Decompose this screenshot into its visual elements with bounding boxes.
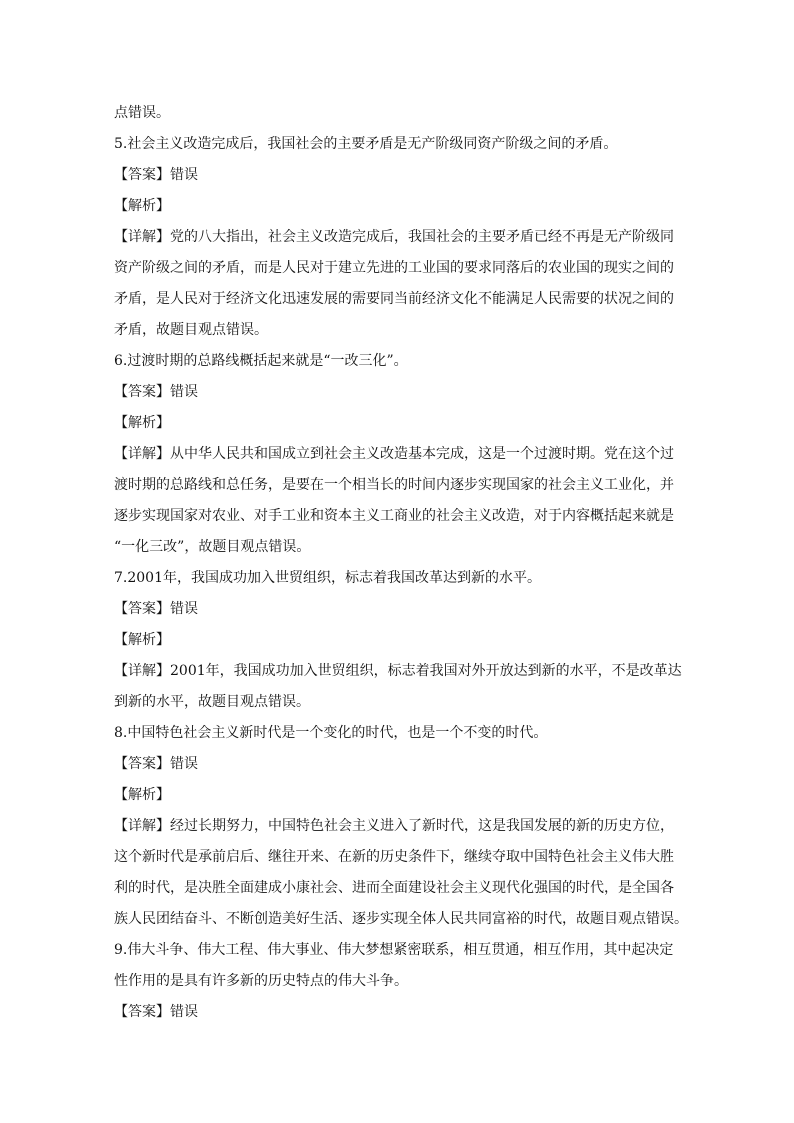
explanation-line: 到新的水平，故题目观点错误。 [114, 694, 310, 710]
analysis-label: 【解析】 [114, 787, 170, 803]
document-body [114, 101, 688, 1031]
question-6: 6.过渡时期的总路线概括起来就是“一改三化”。 [114, 353, 408, 369]
question-5: 5.社会主义改造完成后，我国社会的主要矛盾是无产阶级同资产阶级之间的矛盾。 [114, 136, 618, 152]
explanation-line: 【详解】从中华人民共和国成立到社会主义改造基本完成，这是一个过渡时期。党在这个过 [114, 446, 674, 462]
explanation-line: 渡时期的总路线和总任务，是要在一个相当长的时间内逐步实现国家的社会主义工业化，并 [114, 477, 674, 493]
answer-label: 【答案】错误 [114, 384, 198, 400]
text-line: 点错误。 [114, 105, 170, 121]
answer-label: 【答案】错误 [114, 756, 198, 772]
question-9-continued: 性作用的是具有许多新的历史特点的伟大斗争。 [114, 973, 408, 989]
explanation-line: 矛盾，是人民对于经济文化迅速发展的需要同当前经济文化不能满足人民需要的状况之间的 [114, 291, 674, 307]
analysis-label: 【解析】 [114, 198, 170, 214]
explanation-line: 【详解】党的八大指出，社会主义改造完成后，我国社会的主要矛盾已经不再是无产阶级同 [114, 229, 674, 245]
question-9: 9.伟大斗争、伟大工程、伟大事业、伟大梦想紧密联系，相互贯通，相互作用，其中起决定 [114, 942, 674, 958]
explanation-line: 这个新时代是承前启后、继往开来、在新的历史条件下，继续夺取中国特色社会主义伟大胜 [114, 849, 674, 865]
explanation-line: 逐步实现国家对农业、对手工业和资本主义工商业的社会主义改造，对于内容概括起来就是 [114, 508, 674, 524]
explanation-line: 矛盾，故题目观点错误。 [114, 322, 268, 338]
answer-label: 【答案】错误 [114, 601, 198, 617]
analysis-label: 【解析】 [114, 632, 170, 648]
answer-label: 【答案】错误 [114, 1004, 198, 1020]
question-8: 8.中国特色社会主义新时代是一个变化的时代，也是一个不变的时代。 [114, 725, 548, 741]
explanation-line: 利的时代，是决胜全面建成小康社会、进而全面建设社会主义现代化强国的时代，是全国各 [114, 880, 674, 896]
question-7: 7.2001年，我国成功加入世贸组织，标志着我国改革达到新的水平。 [114, 570, 541, 586]
explanation-line: 资产阶级之间的矛盾，而是人民对于建立先进的工业国的要求同落后的农业国的现实之间的 [114, 260, 674, 276]
explanation-line: 【详解】经过长期努力，中国特色社会主义进入了新时代，这是我国发展的新的历史方位， [114, 818, 674, 834]
explanation-line: 【详解】2001年，我国成功加入世贸组织，标志着我国对外开放达到新的水平，不是改革达 [114, 663, 682, 679]
explanation-line: “一化三改”，故题目观点错误。 [114, 539, 311, 555]
answer-label: 【答案】错误 [114, 167, 198, 183]
analysis-label: 【解析】 [114, 415, 170, 431]
explanation-line: 族人民团结奋斗、不断创造美好生活、逐步实现全体人民共同富裕的时代，故题目观点错误。 [114, 911, 688, 927]
